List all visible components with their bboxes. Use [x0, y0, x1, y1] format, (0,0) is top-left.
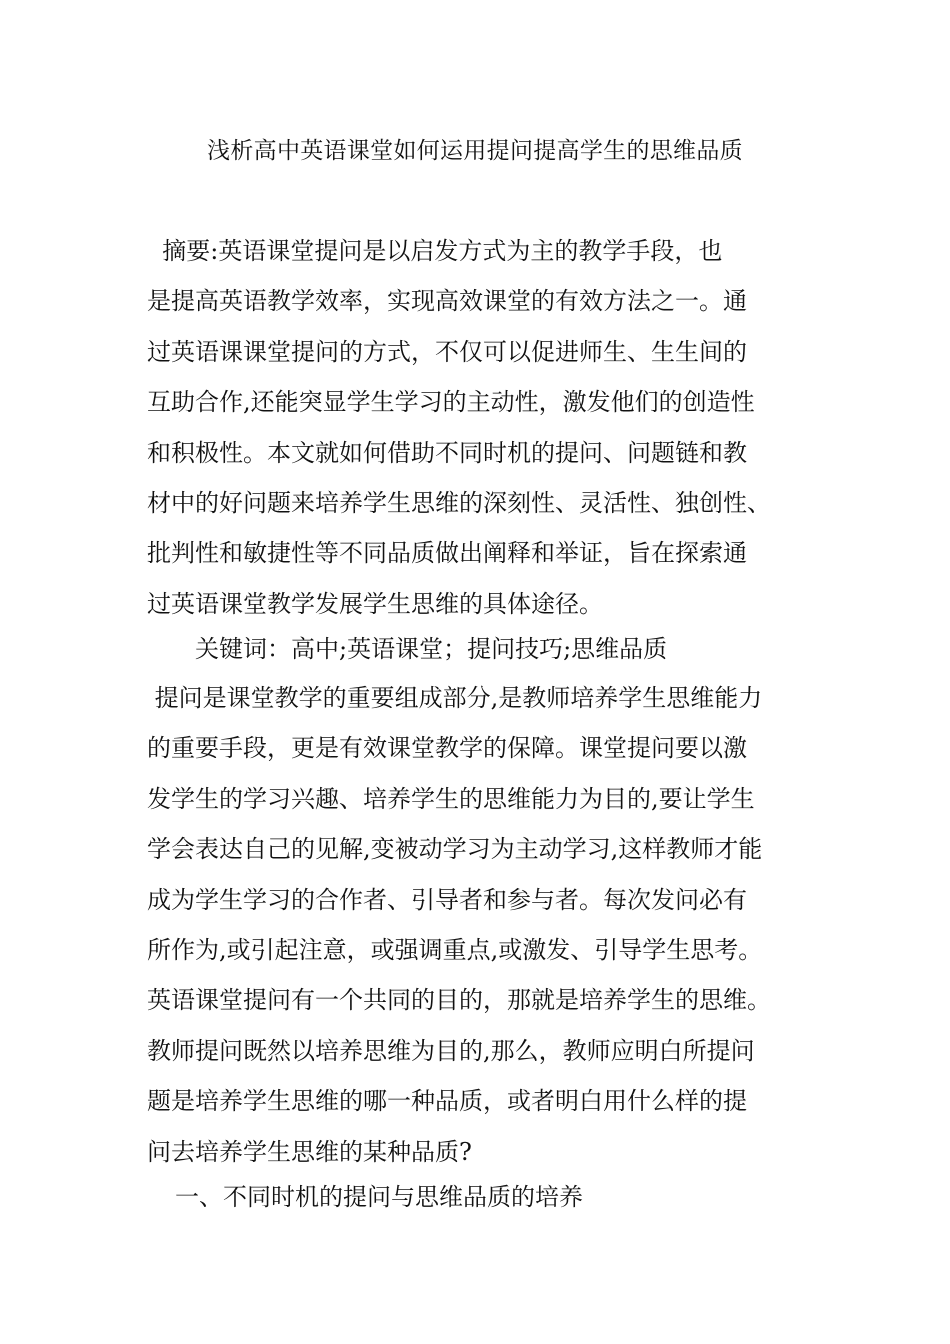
abstract-line: 摘要:英语课堂提问是以启发方式为主的教学手段，也 [147, 237, 723, 265]
abstract-line: 材中的好问题来培养学生思维的深刻性、灵活性、独创性、 [147, 488, 771, 517]
abstract-line: 批判性和敏捷性等不同品质做出阐释和举证，旨在探索通 [147, 539, 747, 568]
intro-line: 教师提问既然以培养思维为目的,那么，教师应明白所提问 [147, 1036, 755, 1065]
intro-line: 英语课堂提问有一个共同的目的，那就是培养学生的思维。 [147, 986, 771, 1015]
intro-paragraph [147, 673, 797, 1177]
abstract-paragraph [147, 226, 797, 629]
abstract-line: 和积极性。本文就如何借助不同时机的提问、问题链和教 [147, 438, 747, 467]
abstract-line: 过英语课堂教学发展学生思维的具体途径。 [147, 589, 603, 618]
abstract-line: 过英语课课堂提问的方式，不仅可以促进师生、生生间的 [147, 337, 747, 366]
document-title: 浅析高中英语课堂如何运用提问提高学生的思维品质 [207, 138, 743, 164]
intro-line: 题是培养学生思维的哪一种品质，或者明白用什么样的提 [147, 1087, 747, 1116]
abstract-line: 是提高英语教学效率，实现高效课堂的有效方法之一。通 [147, 287, 747, 316]
intro-line: 的重要手段，更是有效课堂教学的保障。课堂提问要以激 [147, 734, 747, 763]
abstract-line: 互助合作,还能突显学生学习的主动性，激发他们的创造性 [147, 388, 755, 417]
section-heading: 一、不同时机的提问与思维品质的培养 [175, 1183, 583, 1211]
intro-line: 提问是课堂教学的重要组成部分,是教师培养学生思维能力 [147, 684, 763, 712]
intro-line: 问去培养学生思维的某种品质? [147, 1137, 472, 1166]
intro-line: 发学生的学习兴趣、培养学生的思维能力为目的,要让学生 [147, 784, 755, 813]
keywords-line: 关键词：高中;英语课堂；提问技巧;思维品质 [195, 635, 668, 663]
intro-line: 学会表达自己的见解,变被动学习为主动学习,这样教师才能 [147, 835, 763, 864]
intro-line: 所作为,或引起注意，或强调重点,或激发、引导学生思考。 [147, 935, 763, 964]
intro-line: 成为学生学习的合作者、引导者和参与者。每次发问必有 [147, 885, 747, 914]
